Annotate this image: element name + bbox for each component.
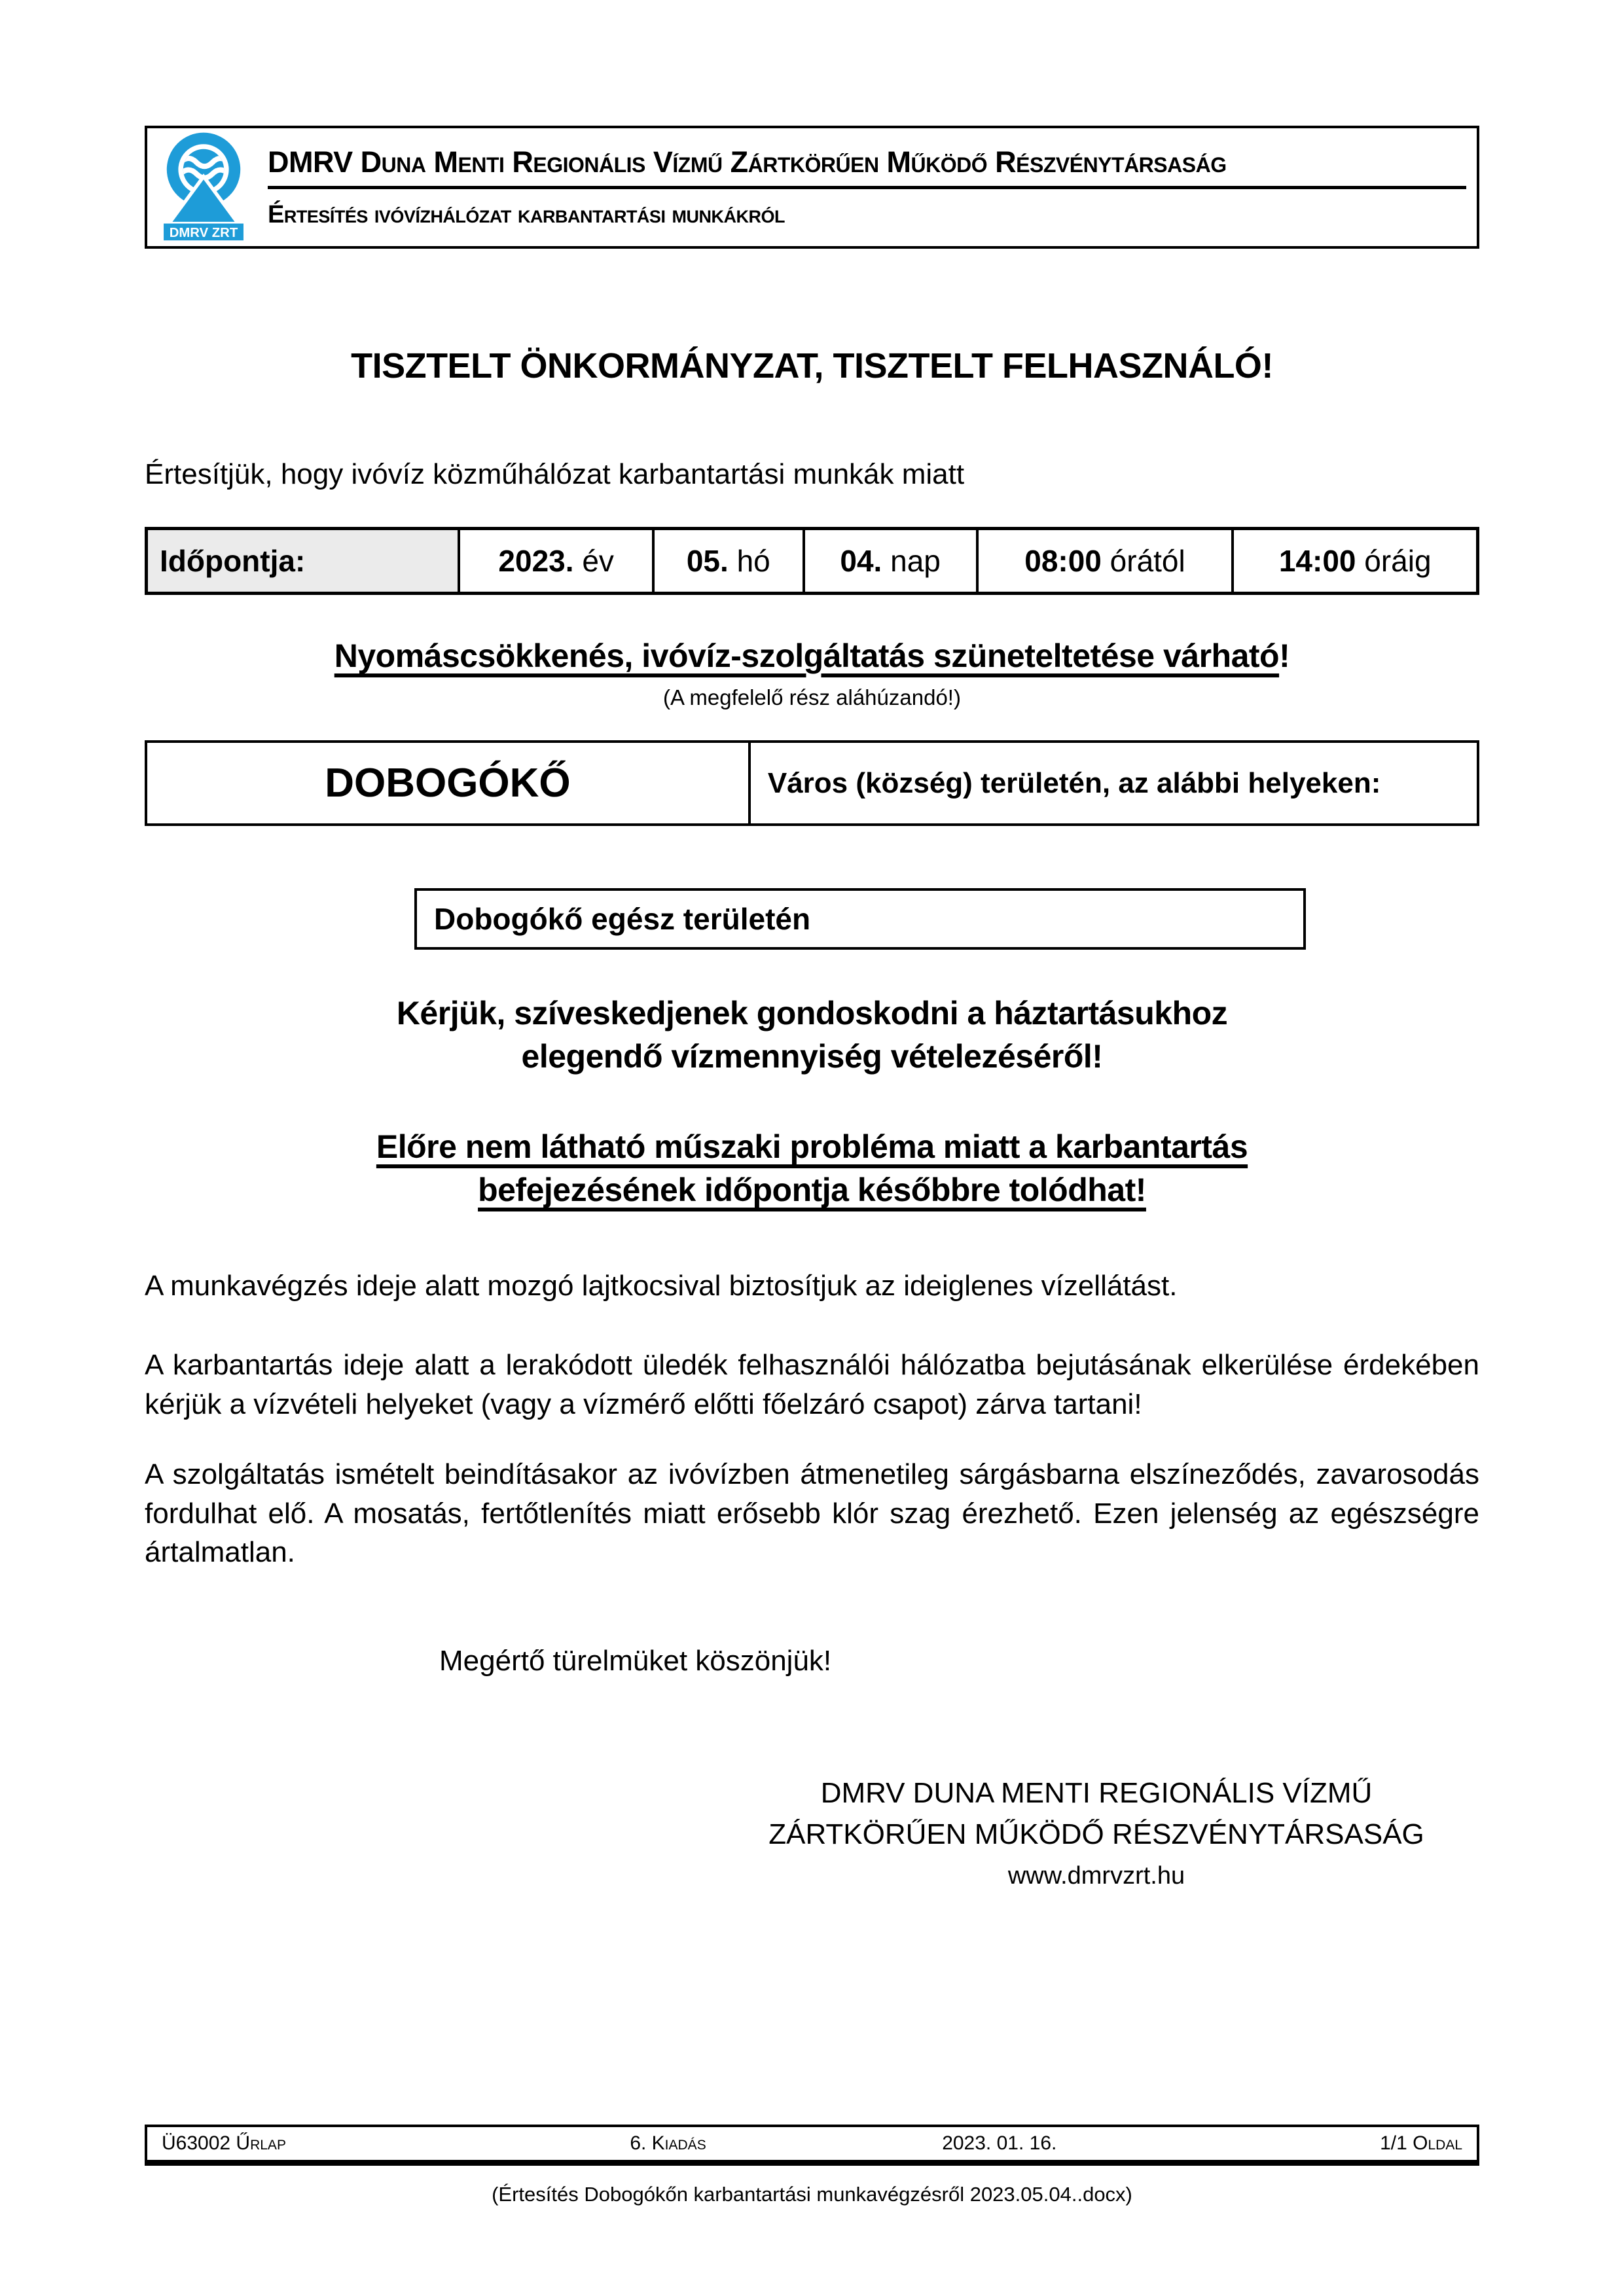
area-detail-box: Dobogókő egész területén [414,888,1306,950]
footer-bar [145,2125,1479,2166]
company-name: DMRV Duna Menti Regionális Vízmű Zártkörűen Működő Részvénytársaság [268,145,1227,179]
notice-subject: Értesítés ivóvízhálózat karbantartási munkákról [268,201,785,228]
header-divider [268,186,1466,189]
signature-line-2: ZÁRTKÖRŰEN MŰKÖDŐ RÉSZVÉNYTÁRSASÁG [768,1818,1424,1850]
website-link: www.dmrvzrt.hu [1007,1862,1185,1890]
request-line-2: elegendő vízmennyiség vételezéséről! [521,1038,1103,1075]
from-value: 08:00 [1024,544,1102,578]
warning-line-1: Előre nem látható műszaki probléma miatt a karbantartás [376,1128,1248,1165]
year-unit: év [582,544,614,578]
impact-heading [145,637,1479,675]
page-title: TISZTELT ÖNKORMÁNYZAT, TISZTELT FELHASZNÁLÓ! [351,346,1273,386]
day-value: 04. [840,544,882,578]
from-unit: órától [1110,544,1185,578]
intro-text: Értesítjük, hogy ivóvíz közműhálózat karbantartási munkák miatt [145,458,965,490]
day-unit: nap [890,544,941,578]
to-value: 14:00 [1278,544,1356,578]
footer-form-id: Ü63002 Űrlap [162,2132,286,2154]
schedule-label-cell: Időpontja: [147,529,460,594]
table-row [147,529,1478,594]
to-unit: óráig [1364,544,1432,578]
impact-note: (A megfelelő rész aláhúzandó!) [663,685,961,709]
filename-note: (Értesítés Dobogókőn karbantartási munkavégzésről 2023.05.04..docx) [492,2183,1132,2206]
schedule-year-cell [459,529,653,594]
request-heading [145,992,1479,1078]
area-label-cell: Város (község) területén, az alábbi helyeken: [749,742,1478,825]
impact-exclamation: ! [1279,637,1290,674]
impact-underlined-text: Nyomáscsökkenés, ivóvíz-szolgáltatás szüneteltetése várható [334,637,1280,674]
schedule-month-cell [653,529,804,594]
schedule-from-cell [977,529,1233,594]
footer-edition: 6. Kiadás [630,2132,706,2154]
request-line-1: Kérjük, szíveskedjenek gondoskodni a háztartásukhoz [396,995,1228,1031]
signature-block [720,1773,1473,1894]
table-row [146,742,1478,825]
paragraph-discoloration: A szolgáltatás ismételt beindításakor az ivóvízben átmenetileg sárgásbarna elszíneződés, zavarosodás fordulhat elő. A mosatás, fertőtlenítés miatt erősebb klór szag érezhető. Ezen jelenség az egészségre ártalmatlan. [145,1458,1479,1568]
company-header [145,126,1479,249]
location-table [145,740,1479,826]
paragraph-keep-taps-closed: A karbantartás ideje alatt a lerakódott üledék felhasználói hálózatba bejutásának elkerülése érdekében kérjük a vízvételi helyeket (vagy a vízmérő előtti főelzáró csapot) zárva tartani! [145,1349,1479,1420]
warning-heading [145,1125,1479,1211]
schedule-to-cell [1233,529,1477,594]
schedule-day-cell [804,529,977,594]
month-value: 05. [686,544,729,578]
paragraph-water-truck: A munkavégzés ideje alatt mozgó lajtkocsival biztosítjuk az ideiglenes vízellátást. [145,1270,1178,1302]
signature-line-1: DMRV DUNA MENTI REGIONÁLIS VÍZMŰ [820,1777,1373,1810]
footer-page-count: 1/1 Oldal [1380,2132,1462,2154]
thanks-text: Megértő türelmüket köszönjük! [439,1645,832,1677]
month-unit: hó [736,544,770,578]
footer-date: 2023. 01. 16. [942,2132,1057,2154]
dmrv-logo-icon [159,132,248,242]
schedule-table [145,527,1479,595]
city-name-cell: DOBOGÓKŐ [146,742,749,825]
year-value: 2023. [498,544,574,578]
warning-line-2: befejezésének időpontja későbbre tolódhat! [478,1172,1146,1208]
logo-caption: DMRV ZRT [169,225,238,240]
